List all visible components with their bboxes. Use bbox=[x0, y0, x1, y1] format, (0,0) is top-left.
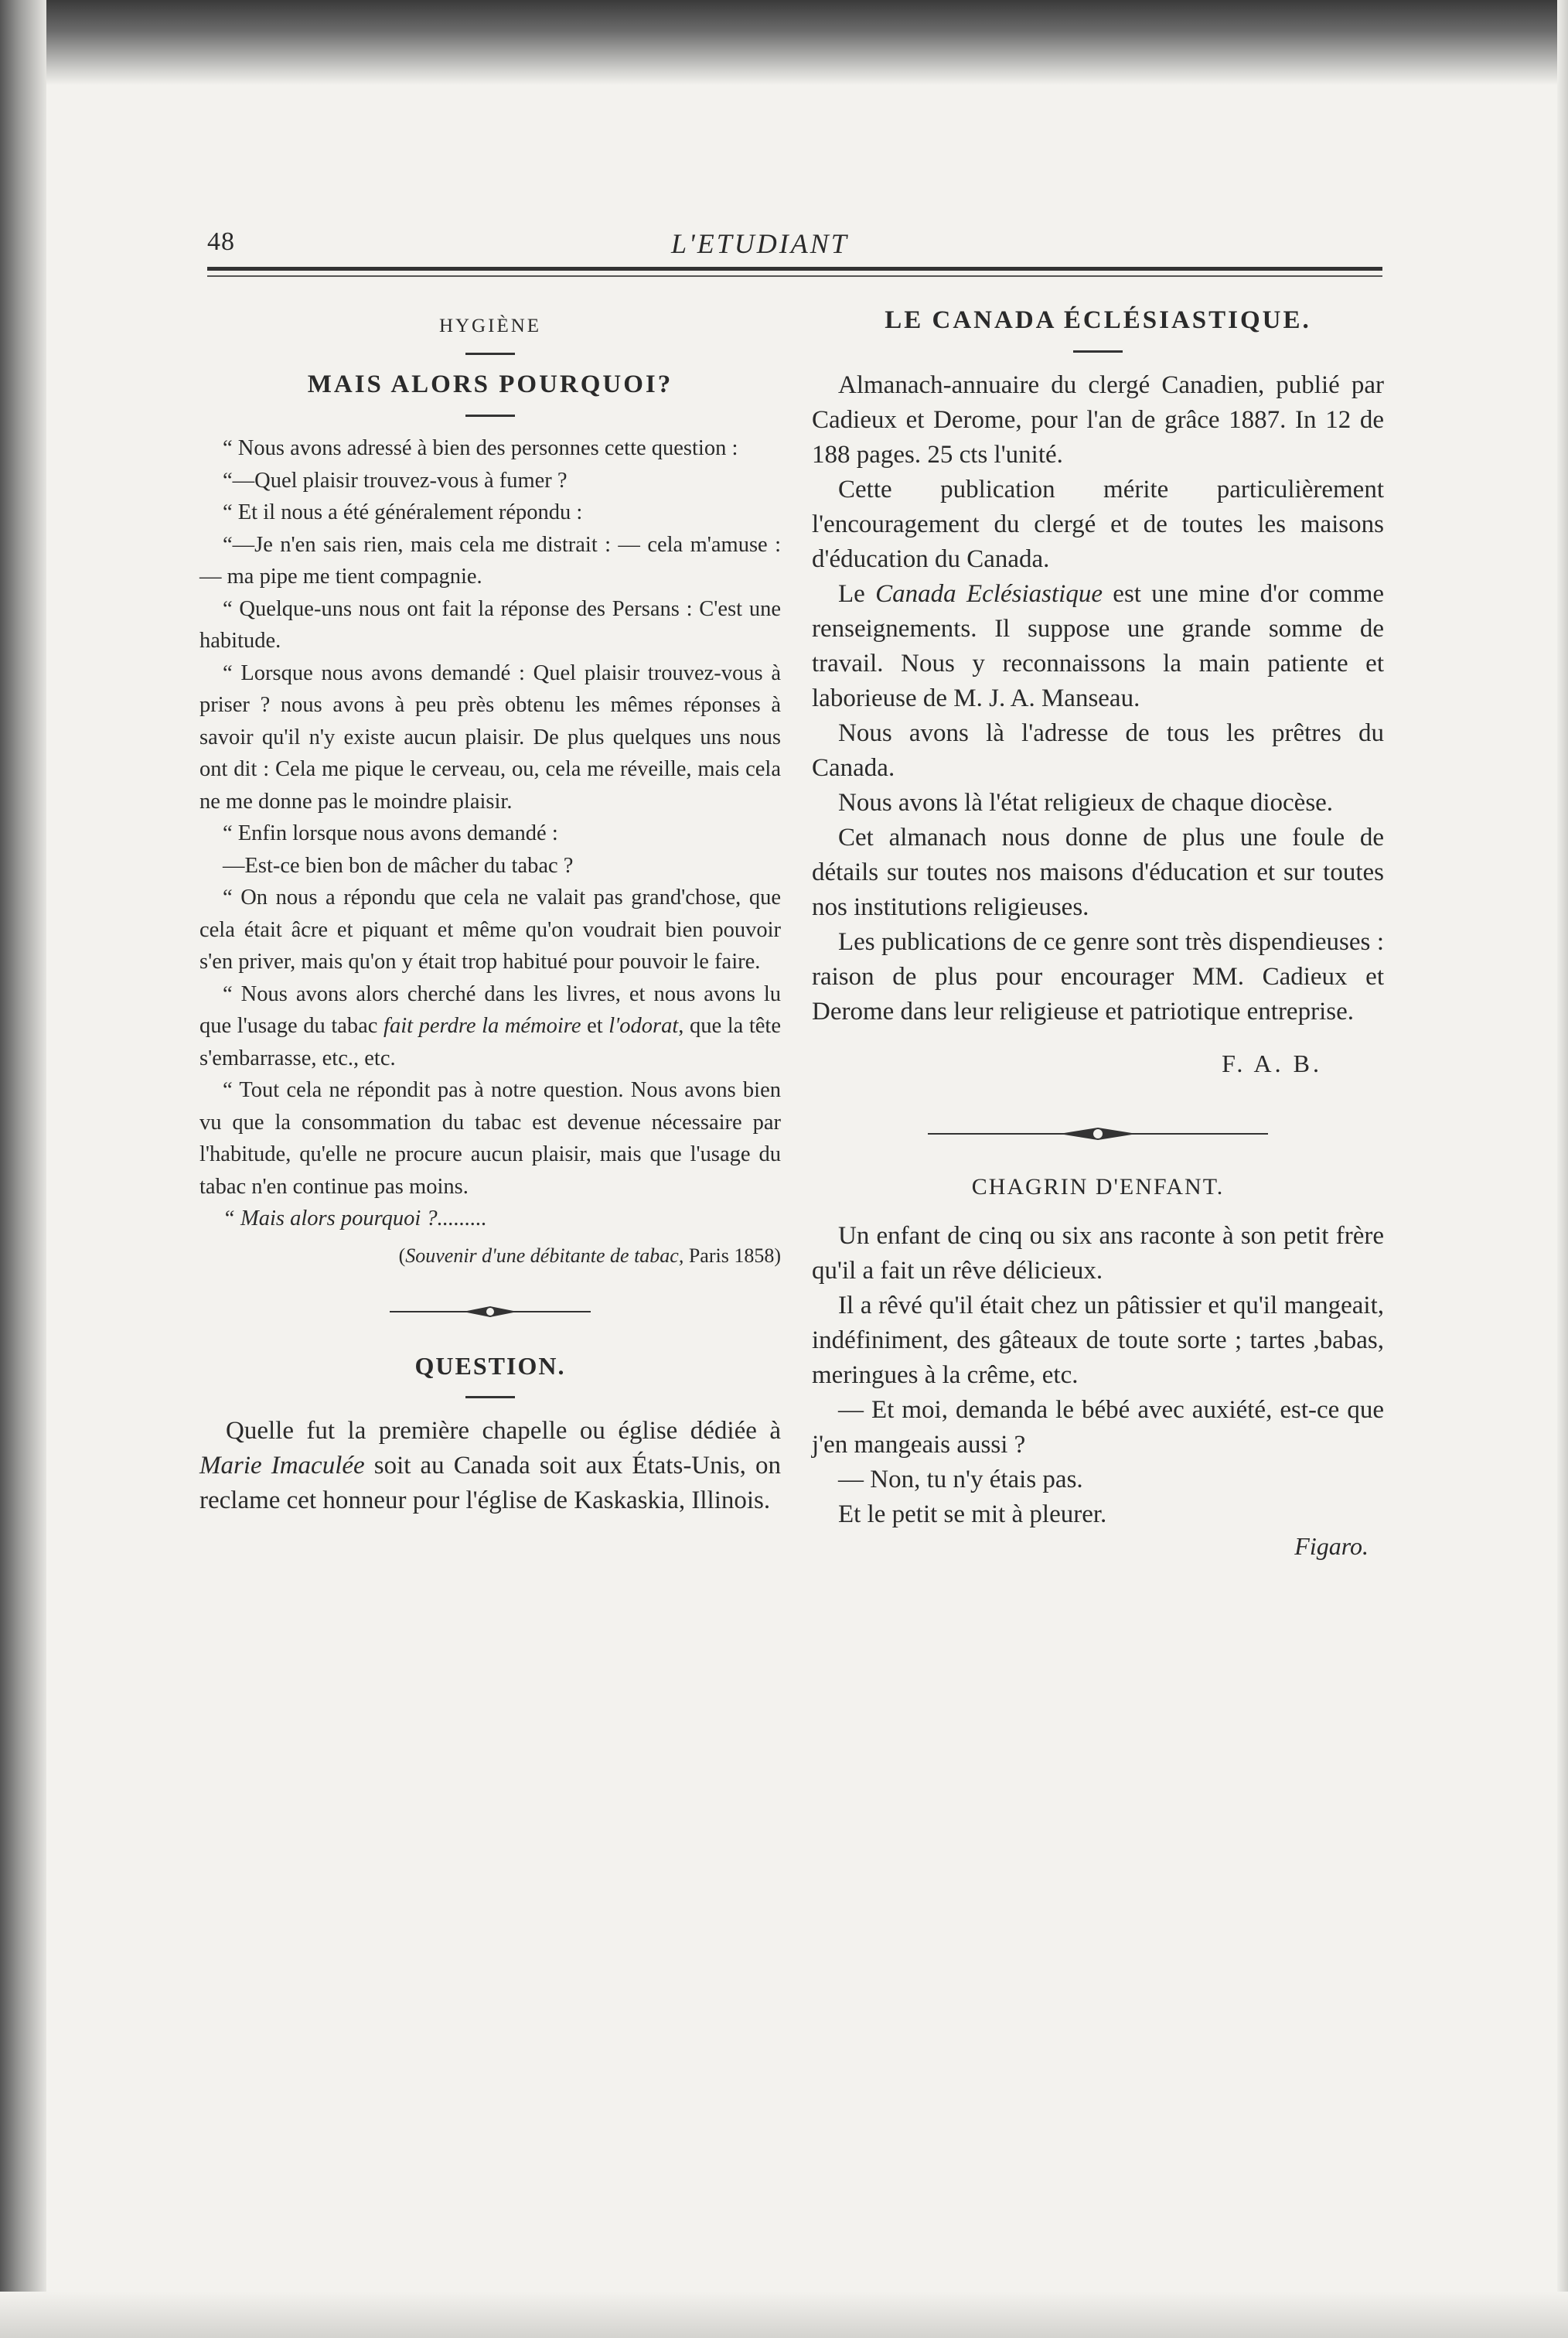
scan-right-edge bbox=[1557, 0, 1568, 2338]
article-body-canada bbox=[812, 368, 1384, 1029]
paragraph: “—Quel plaisir trouvez-vous à fumer ? bbox=[223, 468, 568, 493]
text: est une mine d'or comme renseignements. Il suppose une grande somme de travail. Nous y reconnaissons la main patiente et laborieuse de M. J. A. Manseau. bbox=[812, 580, 1385, 712]
question-body bbox=[199, 1414, 781, 1518]
emphasis: l'odorat bbox=[608, 1014, 679, 1038]
article-title-chagrin: CHAGRIN D'ENFANT. bbox=[971, 1174, 1225, 1200]
scan-top-edge bbox=[0, 0, 1568, 85]
paragraph: “ Tout cela ne répondit pas à notre question. Nous avons bien vu que la consommation du tabac est devenue nécessaire par l'habitude, qu'elle ne procure aucun plaisir, mais que l'usage du tabac n'en continue pas moins. bbox=[199, 1078, 781, 1199]
paragraph: “ Quelque-uns nous ont fait la réponse des Persans : C'est une habitude. bbox=[199, 596, 781, 653]
paragraph: — Non, tu n'y étais pas. bbox=[838, 1466, 1083, 1493]
paragraph: Nous avons là l'état religieux de chaque diocèse. bbox=[838, 789, 1334, 817]
emphasis: Marie Imaculée bbox=[199, 1452, 365, 1480]
text: et bbox=[581, 1014, 609, 1038]
signature-figaro: Figaro. bbox=[1294, 1532, 1369, 1560]
title-dash bbox=[465, 1396, 515, 1398]
running-title: L'ETUDIANT bbox=[671, 228, 849, 259]
title-dash bbox=[465, 415, 515, 417]
emphasis: Canada Eclésiastique bbox=[875, 580, 1103, 608]
paragraph: “—Je n'en sais rien, mais cela me distrait : — cela m'amuse :— ma pipe me tient compagnie. bbox=[199, 532, 781, 589]
closing-line: “ Mais alors pourquoi ?......... bbox=[223, 1207, 487, 1230]
paragraph: Cet almanach nous donne de plus une foule de détails sur toutes nos maisons d'éducation et sur toutes nos institutions religieuses. bbox=[812, 824, 1384, 921]
text: , que la tête s'embarrasse, etc., etc. bbox=[199, 1014, 781, 1070]
ornament-divider bbox=[390, 1302, 591, 1321]
emphasis: fait perdre la mémoire bbox=[383, 1014, 581, 1038]
scan-left-edge bbox=[0, 0, 46, 2338]
page-number: 48 bbox=[207, 227, 235, 256]
header-rule-thin bbox=[207, 275, 1382, 277]
source-title: Souvenir d'une débitante de tabac, bbox=[405, 1244, 684, 1267]
question-title: QUESTION. bbox=[414, 1352, 566, 1380]
title-dash bbox=[465, 353, 515, 355]
scan-bottom-edge bbox=[0, 2292, 1568, 2338]
paragraph: —Est-ce bien bon de mâcher du tabac ? bbox=[223, 853, 574, 878]
paragraph: “ Et il nous a été généralement répondu : bbox=[223, 500, 583, 524]
article-body-chagrin bbox=[812, 1219, 1384, 1532]
paragraph: Cette publication mérite particulièrement l'encouragement du clergé et de toutes les maisons d'éducation du Canada. bbox=[812, 476, 1384, 573]
question-paragraph bbox=[199, 1414, 781, 1518]
paragraph: “ Lorsque nous avons demandé : Quel plaisir trouvez-vous à priser ? nous avons à peu près obtenu les mêmes réponses à savoir qu'il n'y existe aucun plaisir. De plus quelques uns nous ont dit : Cela me pique le cerveau, ou, cela me réveille, mais cela ne me donne pas le moindre plaisir. bbox=[199, 660, 781, 814]
text: soit au Canada soit aux États-Unis, on reclame cet honneur pour l'église de Kaskaskia, Illinois. bbox=[199, 1452, 781, 1514]
title-dash bbox=[1073, 350, 1123, 353]
left-column bbox=[199, 302, 781, 1518]
article-title-mais-alors: MAIS ALORS POURQUOI? bbox=[307, 370, 673, 398]
paragraph: Un enfant de cinq ou six ans raconte à son petit frère qu'il a fait un rêve délicieux. bbox=[812, 1222, 1384, 1285]
paragraph: Il a rêvé qu'il était chez un pâtissier et qu'il mangeait, indéfiniment, des gâteaux de toute sorte ; tartes ,babas, meringues à la crême, etc. bbox=[812, 1292, 1384, 1389]
section-label-hygiene: HYGIÈNE bbox=[438, 316, 542, 336]
text: Quelle fut la première chapelle ou église dédiée à bbox=[226, 1417, 781, 1445]
paragraph: Nous avons là l'adresse de tous les prêtres du Canada. bbox=[812, 719, 1384, 782]
paragraph: Les publications de ce genre sont très dispendieuses : raison de plus pour encourager MM. Cadieux et Derome dans leur religieuse et patriotique entreprise. bbox=[812, 928, 1384, 1026]
paragraph: “ Nous avons adressé à bien des personnes cette question : bbox=[223, 436, 738, 460]
article-title-canada: LE CANADA ÉCLÉSIASTIQUE. bbox=[885, 306, 1311, 334]
article-body-mais-alors bbox=[199, 432, 781, 1271]
source-citation: (Souvenir d'une débitante de tabac, Paris 1858) bbox=[398, 1244, 781, 1267]
header-rule-thick bbox=[207, 267, 1382, 271]
paragraph: Almanach-annuaire du clergé Canadien, publié par Cadieux et Derome, pour l'an de grâce 1887. In 12 de 188 pages. 25 cts l'unité. bbox=[812, 371, 1384, 469]
paragraph: “ On nous a répondu que cela ne valait pas grand'chose, que cela était âcre et piquant et même qu'on voudrait bien pouvoir s'en priver, mais qu'on y était trop habitué pour pouvoir le faire. bbox=[199, 886, 781, 974]
paragraph: — Et moi, demanda le bébé avec auxiété, est-ce que j'en mangeais aussi ? bbox=[812, 1396, 1384, 1459]
paragraph: “ Enfin lorsque nous avons demandé : bbox=[223, 821, 558, 845]
paragraph: Et le petit se mit à pleurer. bbox=[838, 1500, 1107, 1528]
paragraph bbox=[812, 577, 1384, 716]
signature-fab: F. A. B. bbox=[1222, 1050, 1322, 1077]
paragraph-books bbox=[199, 978, 781, 1075]
ornament-divider bbox=[928, 1125, 1268, 1143]
text: Le bbox=[838, 580, 876, 608]
page-header bbox=[207, 224, 1382, 271]
source-rest: Paris 1858) bbox=[683, 1244, 781, 1267]
right-column bbox=[812, 302, 1384, 1561]
text: “ Nous avons alors cherché dans les livres, et nous avons lu que l'usage du tabac bbox=[199, 981, 781, 1038]
